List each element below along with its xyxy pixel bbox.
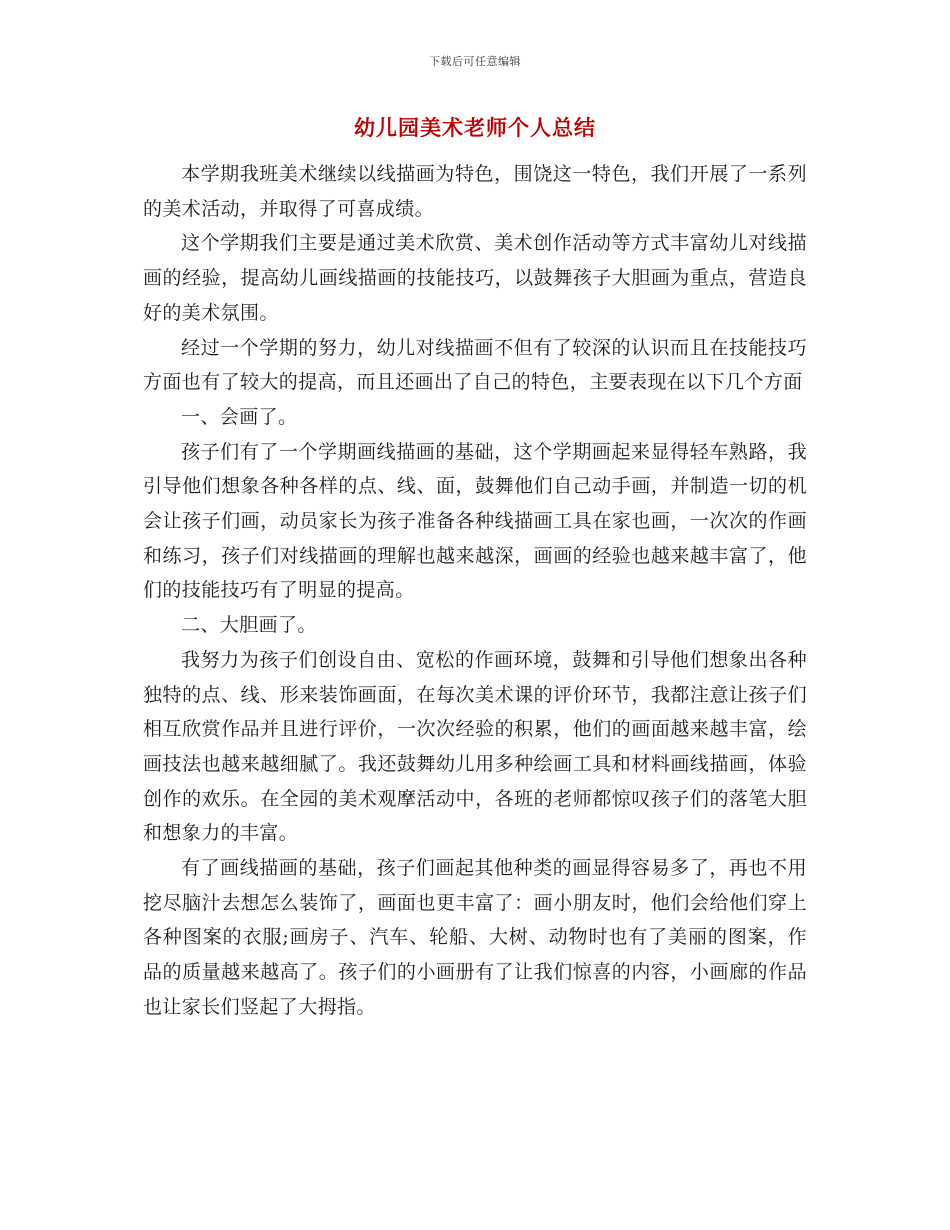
paragraph-section-1: 孩子们有了一个学期画线描画的基础，这个学期画起来显得轻车熟路，我引导他们想象各种各样的点、线、面，鼓舞他们自己动手画，并制造一切的机会让孩子们画，动员家长为孩子准备各种线描画工具在家也画，一次次的作画和练习，孩子们对线描画的理解也越来越深，画画的经验也越来越丰富了，他们的技能技巧有了明显的提高。	[143, 440, 807, 602]
document-title: 幼儿园美术老师个人总结	[354, 116, 596, 140]
paragraph-section-2: 我努力为孩子们创设自由、宽松的作画环境，鼓舞和引导他们想象出各种独特的点、线、形来装饰画面，在每次美术课的评价环节，我都注意让孩子们相互欣赏作品并且进行评价，一次次经验的积累，他们的画面越来越丰富，绘画技法也越来越细腻了。我还鼓舞幼儿用多种绘画工具和材料画线描画，体验创作的欢乐。在全园的美术观摩活动中，各班的老师都惊叹孩子们的落笔大胆和想象力的丰富。	[143, 648, 807, 845]
section-heading-2: 二、大胆画了。	[181, 614, 317, 637]
paragraph-results: 经过一个学期的努力，幼儿对线描画不但有了较深的认识而且在技能技巧方面也有了较大的提高，而且还画出了自己的特色，主要表现在以下几个方面	[143, 336, 807, 394]
document-body	[143, 157, 807, 1025]
paragraph-methods: 这个学期我们主要是通过美术欣赏、美术创作活动等方式丰富幼儿对线描画的经验，提高幼儿画线描画的技能技巧，以鼓舞孩子大胆画为重点，营造良好的美术氛围。	[143, 232, 807, 324]
paragraph-intro: 本学期我班美术继续以线描画为特色，围饶这一特色，我们开展了一系列的美术活动，并取得了可喜成绩。	[143, 163, 807, 220]
section-heading-1: 一、会画了。	[181, 405, 298, 428]
header-note: 下载后可任意编辑	[429, 55, 521, 68]
paragraph-conclusion: 有了画线描画的基础，孩子们画起其他种类的画显得容易多了，再也不用挖尽脑汁去想怎么装饰了，画面也更丰富了：画小朋友时，他们会给他们穿上各种图案的衣服;画房子、汽车、轮船、大树、动物时也有了美丽的图案，作品的质量越来越高了。孩子们的小画册有了让我们惊喜的内容，小画廊的作品也让家长们竖起了大拇指。	[143, 857, 807, 1018]
